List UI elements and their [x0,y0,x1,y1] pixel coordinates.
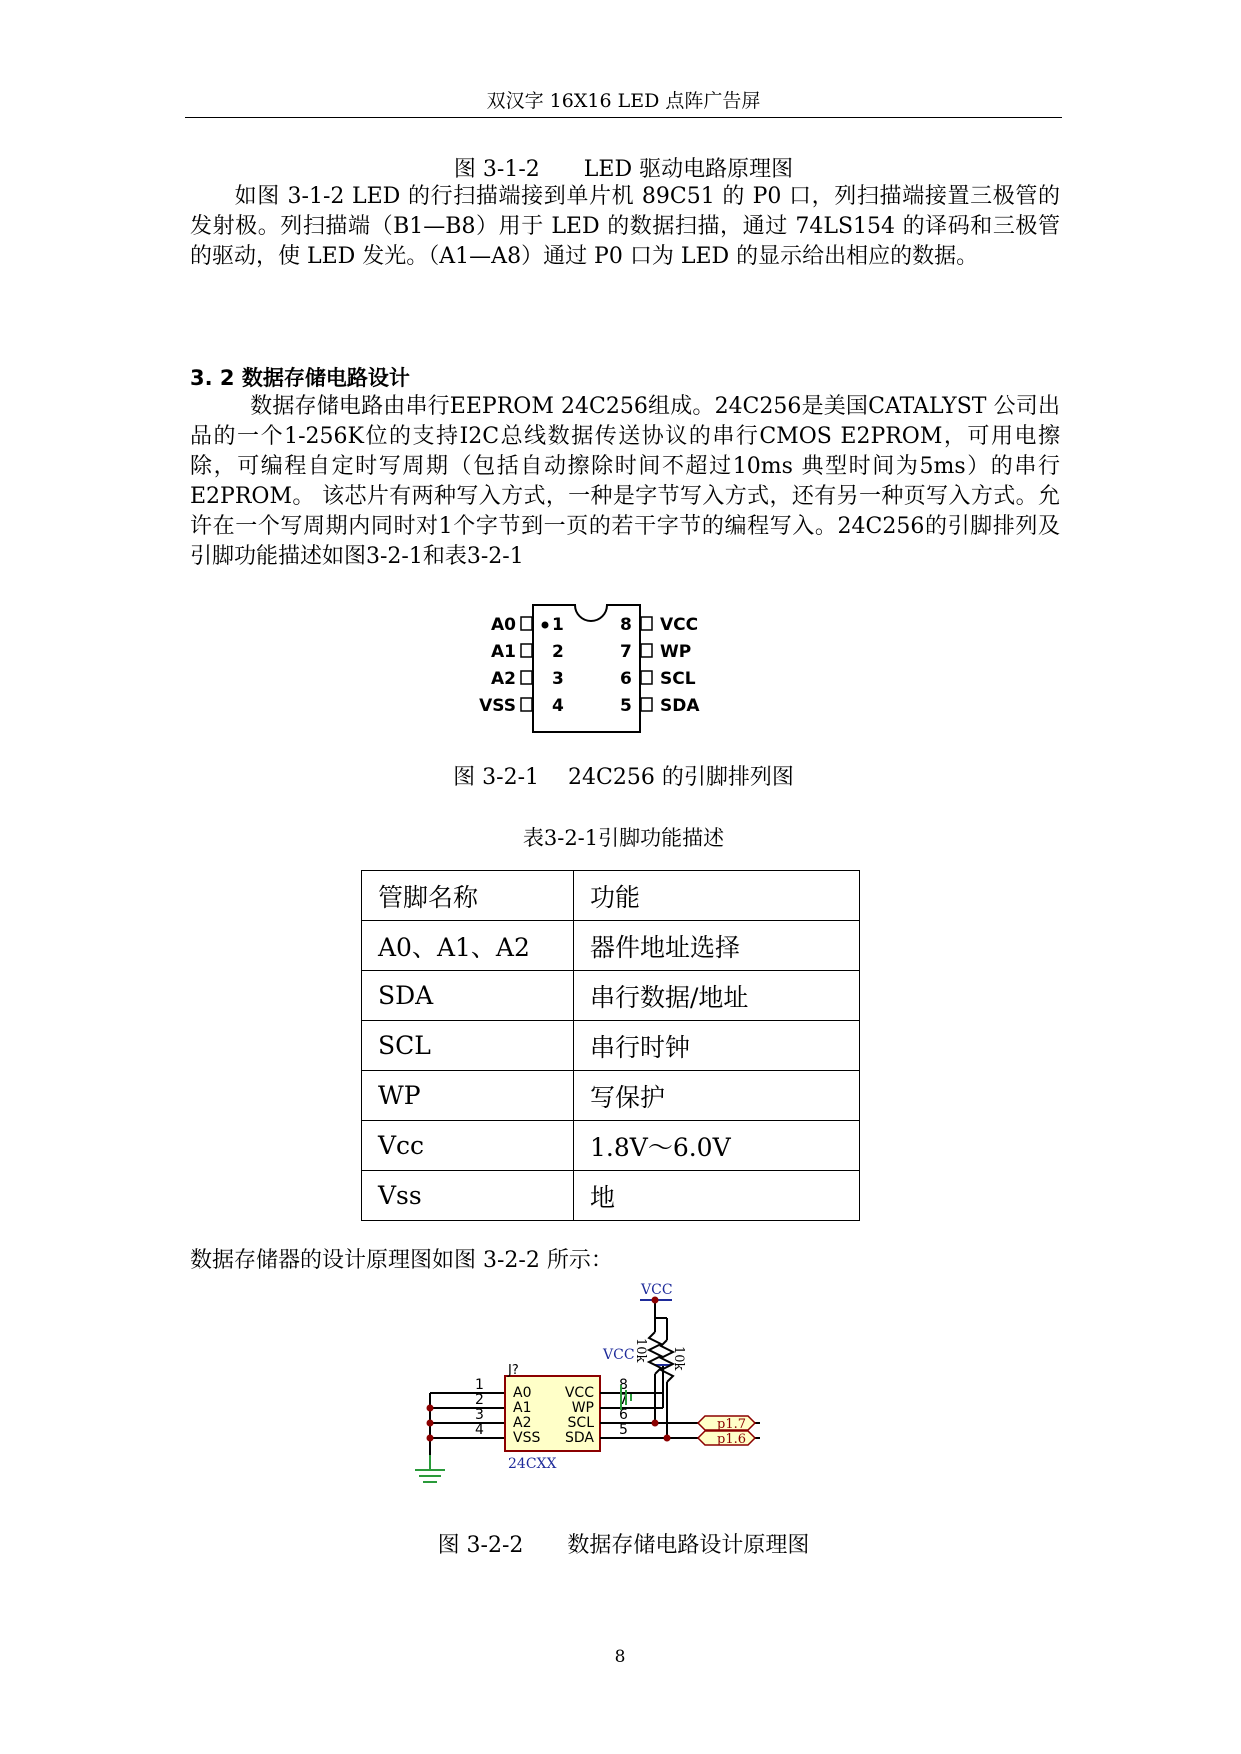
pin-pad [641,671,652,684]
pin-name-left: A2 [491,669,516,689]
pin-name-left: A0 [491,615,516,635]
table-header-cell: 功能 [574,871,860,921]
table-header-cell: 管脚名称 [362,871,574,921]
pin-name-right: SDA [660,696,700,716]
pin1-dot [542,622,549,629]
table-cell-function: 地 [574,1171,860,1221]
chip-part-number: 24CXX [508,1456,557,1472]
table-cell-pin: Vcc [362,1121,574,1171]
table-cell-function: 器件地址选择 [574,921,860,971]
chip-pin-name: A1 [513,1400,532,1416]
table-row [362,1021,860,1071]
chip-pin-name: VCC [564,1385,594,1401]
table-row [362,1071,860,1121]
pin-number-right: 5 [620,696,632,716]
pin-number: 5 [619,1422,628,1438]
figure-caption-3-2-2: 图 3-2-2 数据存储电路设计原理图 [437,1533,810,1558]
pin-name-right: VCC [660,615,699,635]
pin-name-right: WP [660,642,692,662]
pin-name-right: SCL [660,669,696,689]
pin-number: 1 [475,1377,484,1393]
table-cell-pin: A0、A1、A2 [362,921,574,971]
table-row [362,1121,860,1171]
chip-pin-name: WP [571,1400,594,1416]
table-row [362,1171,860,1221]
pin-number: 8 [619,1377,628,1393]
junction-dot [664,1435,671,1442]
table-caption: 表3-2-1引脚功能描述 [522,826,725,850]
table-cell-function: 串行数据/地址 [574,971,860,1021]
pin-function-table [361,870,860,1221]
pin-pad [521,644,532,657]
pin-number: 7 [619,1392,628,1408]
pin-number: 4 [475,1422,484,1438]
pin-pad [641,698,652,711]
resistor-value: 10k [633,1338,648,1363]
figure-caption-3-2-1: 图 3-2-1 24C256 的引脚排列图 [453,765,794,790]
pin-number-left: 3 [552,669,564,689]
pin-pad [641,617,652,630]
port-p17-label: p1.7 [717,1417,746,1432]
pin-name-left: VSS [479,696,516,716]
chip-pin-name: SCL [567,1415,594,1431]
pin-number: 3 [475,1407,484,1423]
pin-number-left: 2 [552,642,564,662]
pin-number-right: 7 [620,642,632,662]
table-row [362,921,860,971]
pin-pad [641,644,652,657]
ground-icon [415,1455,445,1482]
paragraph-eeprom-text: 数据存储电路由串行EEPROM 24C256组成。24C256是美国CATALYST 公司出品的一个1-256K位的支持I2C总线数据传送协议的串行CMOS E2PROM，可用电擦除，可编程自定时写周期（包括自动擦除时间不超过10ms 典型时间为5ms）的串行E2PROM。 该芯片有两种写入方式，一种是字节写入方式，还有另一种页写入方式。允许在一个写周期内同时对1个字节到一页的若干字节的编程写入。24C256的引脚排列及引脚功能描述如图3-2-1和表3-2-1 [190,394,1060,569]
vcc-label: VCC [641,1282,673,1298]
pin-number-left: 1 [552,615,564,635]
vcc-label: VCC [603,1347,635,1363]
port-p16-label: p1.6 [717,1432,746,1447]
page-header: 双汉字 16X16 LED 点阵广告屏 [486,90,761,112]
resistor-value: 10k [671,1346,686,1371]
table-row [362,971,860,1021]
table-cell-pin: SCL [362,1021,574,1071]
table-cell-pin: SDA [362,971,574,1021]
table-cell-pin: WP [362,1071,574,1121]
resistor-icon [649,1332,661,1374]
figure-caption-3-1-2: 图 3-1-2 LED 驱动电路原理图 [453,157,794,182]
pin-pad [521,698,532,711]
table-cell-function: 1.8V～6.0V [574,1121,860,1171]
table-cell-pin: Vss [362,1171,574,1221]
table-header-row [362,871,860,921]
junction-dot [427,1405,434,1412]
junction-dot [427,1420,434,1427]
paragraph-schematic-intro: 数据存储器的设计原理图如图 3-2-2 所示： [190,1248,613,1273]
paragraph-led-driver [190,182,1060,272]
schematic-diagram [405,1280,865,1515]
junction-dot [652,1420,659,1427]
pinout-diagram [470,600,730,740]
chip-pin-name: A2 [513,1415,532,1431]
junction-dot [427,1435,434,1442]
pin-number-left: 4 [552,696,564,716]
header-divider [185,117,1062,118]
chip-pin-name: A0 [513,1385,532,1401]
paragraph-led-driver-text: 如图 3-1-2 LED 的行扫描端接到单片机 89C51 的 P0 口，列扫描端接置三极管的发射极。列扫描端（B1—B8）用于 LED 的数据扫描，通过 74LS154 的译码和三极管的驱动，使 LED 发光。（A1—A8）通过 P0 口为 LED 的显示给出相应的数据。 [190,184,1060,269]
page-number: 8 [614,1647,626,1667]
chip-pin-name: SDA [565,1430,594,1446]
table-cell-function: 串行时钟 [574,1021,860,1071]
table-cell-function: 写保护 [574,1071,860,1121]
pin-number: 6 [619,1407,628,1423]
section-title: 3. 2 数据存储电路设计 [190,366,410,390]
paragraph-eeprom [190,392,1060,572]
pin-pad [521,671,532,684]
chip-pin-name: VSS [513,1430,541,1446]
pin-number-right: 6 [620,669,632,689]
pin-number: 2 [475,1392,484,1408]
pin-name-left: A1 [491,642,516,662]
pin-number-right: 8 [620,615,632,635]
chip-reference: J? [508,1363,519,1378]
pin-pad [521,617,532,630]
